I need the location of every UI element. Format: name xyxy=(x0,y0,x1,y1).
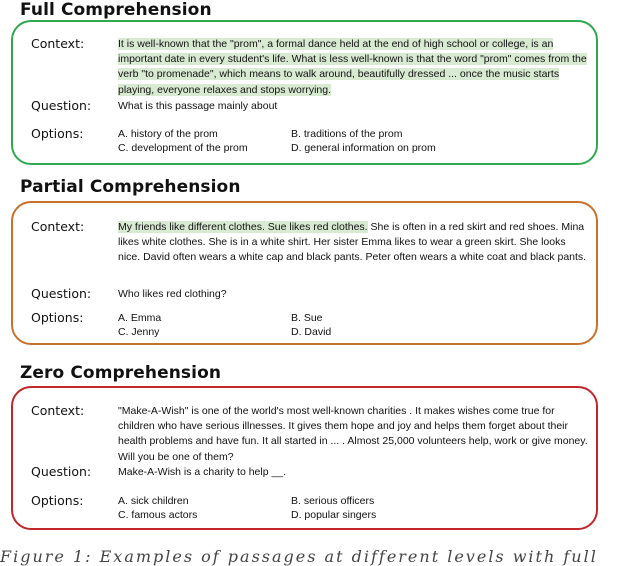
option-d: D. popular singers xyxy=(291,509,377,521)
context-label: Context: xyxy=(31,36,85,51)
option-a: A. history of the prom xyxy=(118,128,218,140)
question-label: Question: xyxy=(31,286,92,301)
options-label: Options: xyxy=(31,126,84,141)
partial-comprehension-box xyxy=(11,201,598,345)
section-title-zero: Zero Comprehension xyxy=(20,363,222,383)
option-a: A. sick children xyxy=(118,495,189,507)
question-label: Question: xyxy=(31,98,92,113)
question-text: Make-A-Wish is a charity to help __. xyxy=(118,466,287,478)
option-b: B. Sue xyxy=(291,312,323,324)
context-label: Context: xyxy=(31,403,85,418)
zero-comprehension-box xyxy=(11,386,598,530)
options-label: Options: xyxy=(31,310,84,325)
options-label: Options: xyxy=(31,493,84,508)
context-highlight: It is well-known that the "prom", a formal dance held at the end of high school or college, is an important date in every student's life. What is less well-known is that the word "prom" comes from the verb "to promenade", which means to walk around, beautifully dressed ... once the music starts playing, everyone relaxes and stops worrying. xyxy=(118,38,587,96)
question-label: Question: xyxy=(31,464,92,479)
option-a: A. Emma xyxy=(118,312,162,324)
figure-caption: Figure 1: Examples of passages at different levels with full xyxy=(0,547,598,566)
context-text xyxy=(118,37,588,98)
full-comprehension-box xyxy=(11,20,598,165)
context-rest: She is often in a red skirt and red shoes. Mina likes white clothes. She is in a white shirt. Her sister Emma likes to wear a green skirt. She looks nice. David often wears a white cap and black pants. Peter often wears a white coat and black pants. xyxy=(118,221,587,264)
question-text: Who likes red clothing? xyxy=(118,288,227,300)
context-text xyxy=(118,404,588,465)
section-title-full: Full Comprehension xyxy=(20,0,212,20)
context-text xyxy=(118,220,588,266)
option-d: D. general information on prom xyxy=(291,142,436,154)
context-highlight: My friends like different clothes. Sue likes red clothes. xyxy=(118,221,368,233)
option-b: B. serious officers xyxy=(291,495,375,507)
option-c: C. Jenny xyxy=(118,326,160,338)
option-c: C. development of the prom xyxy=(118,142,248,154)
context-rest: "Make-A-Wish" is one of the world's most well-known charities . It makes wishes come true for children who have serious illnesses. It gives them hope and joy and helps them forget about their health problems and have fun. It all started in ... . Almost 25,000 volunteers help, work or give money. Will you be one of them? xyxy=(118,405,588,463)
option-b: B. traditions of the prom xyxy=(291,128,403,140)
option-d: D. David xyxy=(291,326,332,338)
question-text: What is this passage mainly about xyxy=(118,100,278,112)
option-c: C. famous actors xyxy=(118,509,198,521)
section-title-partial: Partial Comprehension xyxy=(20,177,241,197)
context-label: Context: xyxy=(31,219,85,234)
